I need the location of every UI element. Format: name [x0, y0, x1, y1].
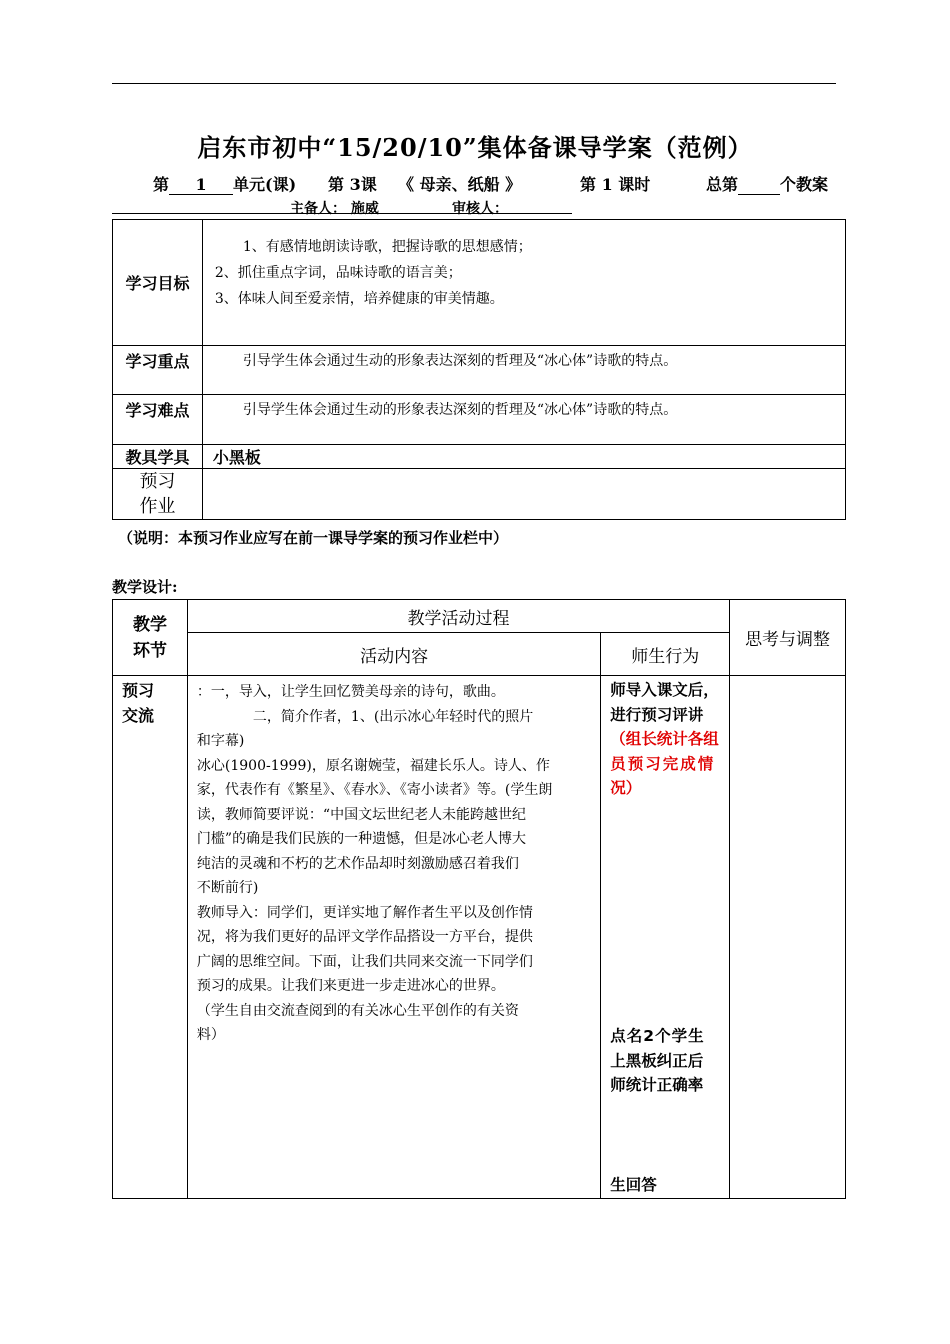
preview-label-line: 预习 — [139, 471, 176, 492]
reflection-cell — [730, 676, 846, 1199]
phase-header-line: 环节 — [132, 640, 167, 661]
goals-content — [202, 220, 845, 346]
design-table — [112, 599, 846, 1199]
behavior-mid-block — [610, 1024, 704, 1098]
focus-label: 学习重点 — [113, 346, 203, 395]
unit-number: 1 — [169, 175, 233, 195]
phase-cell — [113, 676, 188, 1199]
behavior-red-line: （组长统计各组 — [610, 730, 719, 748]
preview-content — [202, 469, 845, 520]
table-row — [113, 346, 846, 395]
difficulty-label: 学习难点 — [113, 395, 203, 445]
behavior-line: 师导入课文后， — [610, 681, 719, 699]
behavior-line: 师统计正确率 — [610, 1076, 704, 1094]
behavior-line: 上黑板纠正后 — [610, 1051, 704, 1070]
behavior-line: 点名2个学生 — [610, 1027, 705, 1045]
lesson-number: 第 3课 — [328, 175, 377, 194]
phase-header — [113, 600, 188, 676]
content-line: 广阔的思维空间。下面，让我们共同来交流一下同学们 — [196, 953, 533, 970]
total-prefix: 总第 — [706, 175, 739, 194]
content-header: 活动内容 — [187, 633, 600, 676]
period: 第 1 课时 — [580, 175, 651, 194]
reviewer: 审核人： — [452, 201, 508, 217]
content-line: ：一，导入，让学生回忆赞美母亲的诗句，歌曲。 — [196, 684, 505, 700]
content-line: 纯洁的灵魂和不朽的艺术作品却时刻激励感召着我们 — [196, 855, 519, 872]
content-line: 和字幕) — [196, 733, 245, 749]
goal-line: 3、体味人间至爱亲情，培养健康的审美情趣。 — [214, 291, 504, 307]
top-rule — [112, 83, 836, 84]
table-row — [113, 600, 846, 633]
info-table — [112, 219, 846, 520]
content-line: 二，简介作者，1、(出示冰心年轻时代的照片 — [196, 708, 534, 725]
content-line: 不断前行) — [196, 880, 259, 896]
tools-label: 教具学具 — [113, 445, 203, 469]
total-count — [706, 172, 828, 195]
behavior-red-line: 况） — [610, 779, 642, 797]
main-preparer: 主备人： 施威 — [290, 201, 379, 217]
content-line: 预习的成果。让我们来更进一步走进冰心的世界。 — [196, 978, 505, 994]
table-row — [113, 676, 846, 1199]
design-label: 教学设计: — [112, 578, 178, 596]
reflection-header: 思考与调整 — [730, 600, 846, 676]
preparer-rule — [112, 213, 572, 214]
focus-content: 引导学生体会通过生动的形象表达深刻的哲理及“冰心体”诗歌的特点。 — [202, 346, 845, 395]
behavior-header: 师生行为 — [601, 633, 730, 676]
behavior-end-line: 生回答 — [610, 1176, 657, 1194]
note: （说明：本预习作业应写在前一课导学案的预习作业栏中） — [118, 529, 509, 547]
phase-line: 预习 — [122, 681, 155, 700]
unit-suffix: 单元(课) — [233, 175, 297, 194]
content-line: 冰心(1900-1999)，原名谢婉莹，福建长乐人。诗人、作 — [196, 757, 550, 774]
goal-line: 2、抓住重点字词，品味诗歌的语言美； — [214, 265, 462, 281]
content-line: 门槛”的确是我们民族的一种遗憾，但是冰心老人博大 — [196, 831, 527, 847]
content-line: 教师导入：同学们，更详实地了解作者生平以及创作情 — [196, 904, 533, 921]
table-row — [113, 395, 846, 445]
lesson-title: 《 母亲、纸船 》 — [398, 175, 522, 194]
page-title: 启东市初中“15/20/10”集体备课导学案（范例） — [197, 133, 753, 162]
content-line: 读，教师简要评说：“中国文坛世纪老人未能跨越世纪 — [196, 806, 527, 823]
unit-line — [153, 172, 296, 195]
unit-prefix: 第 — [153, 175, 170, 194]
table-row — [113, 469, 846, 520]
behavior-cell — [601, 676, 730, 1199]
content-line: 料） — [196, 1027, 225, 1043]
content-line: （学生自由交流查阅到的有关冰心生平创作的有关资 — [196, 1002, 519, 1019]
tools-content: 小黑板 — [202, 445, 845, 469]
difficulty-content: 引导学生体会通过生动的形象表达深刻的哲理及“冰心体”诗歌的特点。 — [202, 395, 845, 445]
goal-line: 1、有感情地朗读诗歌，把握诗歌的思想感情； — [214, 239, 532, 255]
total-suffix: 个教案 — [780, 175, 829, 194]
preview-label-line: 作业 — [139, 496, 176, 517]
table-row — [113, 220, 846, 346]
phase-line: 交流 — [122, 706, 155, 725]
process-header: 教学活动过程 — [187, 600, 729, 633]
goals-label: 学习目标 — [113, 220, 203, 346]
behavior-line: 进行预习评讲 — [610, 705, 704, 724]
content-cell — [187, 676, 600, 1199]
content-line: 家，代表作有《繁星》、《春水》、《寄小读者》等。(学生朗 — [196, 782, 553, 798]
phase-header-line: 教学 — [132, 614, 167, 635]
preview-label — [113, 469, 203, 520]
behavior-red-line: 员预习完成情 — [610, 754, 716, 773]
content-line: 况，将为我们更好的品评文学作品搭设一方平台，提供 — [196, 929, 533, 945]
table-row — [113, 445, 846, 469]
